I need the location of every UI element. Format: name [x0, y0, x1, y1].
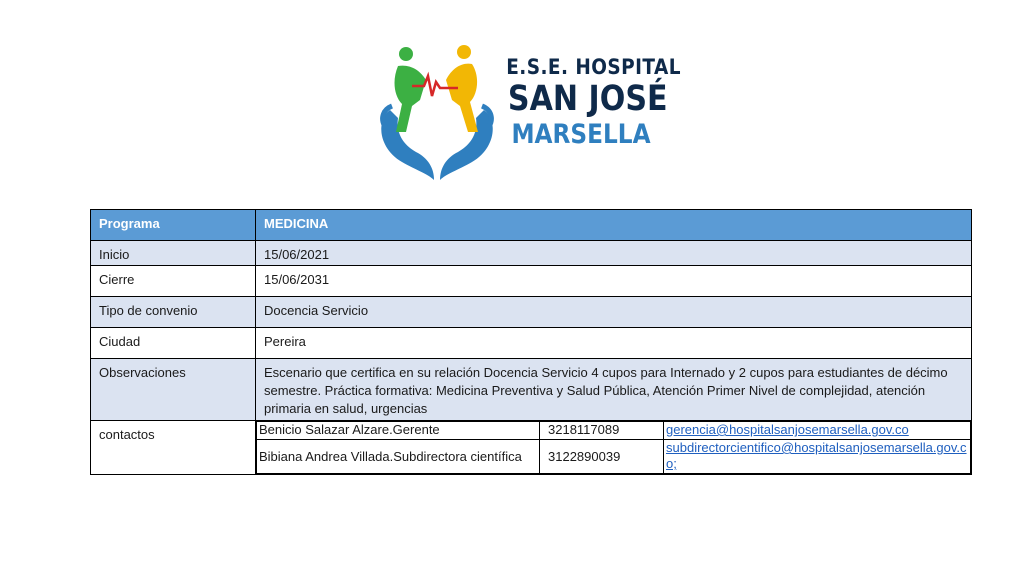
contact-phone: 3218117089	[540, 422, 664, 440]
row-label: Tipo de convenio	[91, 297, 256, 328]
contact-row	[257, 422, 971, 440]
contact-row	[257, 440, 971, 474]
agreement-table	[90, 209, 972, 475]
table-row	[91, 297, 972, 328]
logo-line-2: SAN JOSÉ	[507, 79, 668, 119]
contact-name: Benicio Salazar Alzare.Gerente	[257, 422, 540, 440]
row-value: Escenario que certifica en su relación Docencia Servicio 4 cupos para Internado y 2 cupos para estudiantes de décimo semestre. Práctica formativa: Medicina Preventiva y Salud Pública, Atención Primer Nivel de complejidad, atención primaria en salud, urgencias	[256, 359, 972, 421]
logo-line-1: E.S.E. HOSPITAL	[506, 55, 682, 79]
table-row	[91, 241, 972, 266]
program-value: MEDICINA	[256, 210, 972, 241]
row-value: Pereira	[256, 328, 972, 359]
contact-email-link[interactable]: subdirectorcientifico@hospitalsanjosemarsella.gov.co;	[666, 440, 967, 471]
row-value: 15/06/2021	[256, 241, 972, 266]
contact-name: Bibiana Andrea Villada.Subdirectora científica	[257, 440, 540, 474]
row-value: Docencia Servicio	[256, 297, 972, 328]
contacts-row	[91, 421, 972, 475]
heart-hands-icon	[372, 40, 502, 182]
table-row	[91, 359, 972, 421]
logo-wordmark	[496, 54, 682, 152]
table-header-row	[91, 210, 972, 241]
table-row	[91, 328, 972, 359]
contacts-label: contactos	[91, 421, 256, 475]
hospital-logo	[372, 36, 682, 182]
contacts-table	[256, 421, 971, 474]
table-row	[91, 266, 972, 297]
row-label: Cierre	[91, 266, 256, 297]
row-label: Ciudad	[91, 328, 256, 359]
contacts-cell	[256, 421, 972, 475]
contact-email-link[interactable]: gerencia@hospitalsanjosemarsella.gov.co	[666, 422, 909, 437]
contact-phone: 3122890039	[540, 440, 664, 474]
program-label: Programa	[91, 210, 256, 241]
logo-line-3: MARSELLA	[511, 119, 651, 150]
row-label: Observaciones	[91, 359, 256, 421]
row-label: Inicio	[91, 241, 256, 266]
row-value: 15/06/2031	[256, 266, 972, 297]
